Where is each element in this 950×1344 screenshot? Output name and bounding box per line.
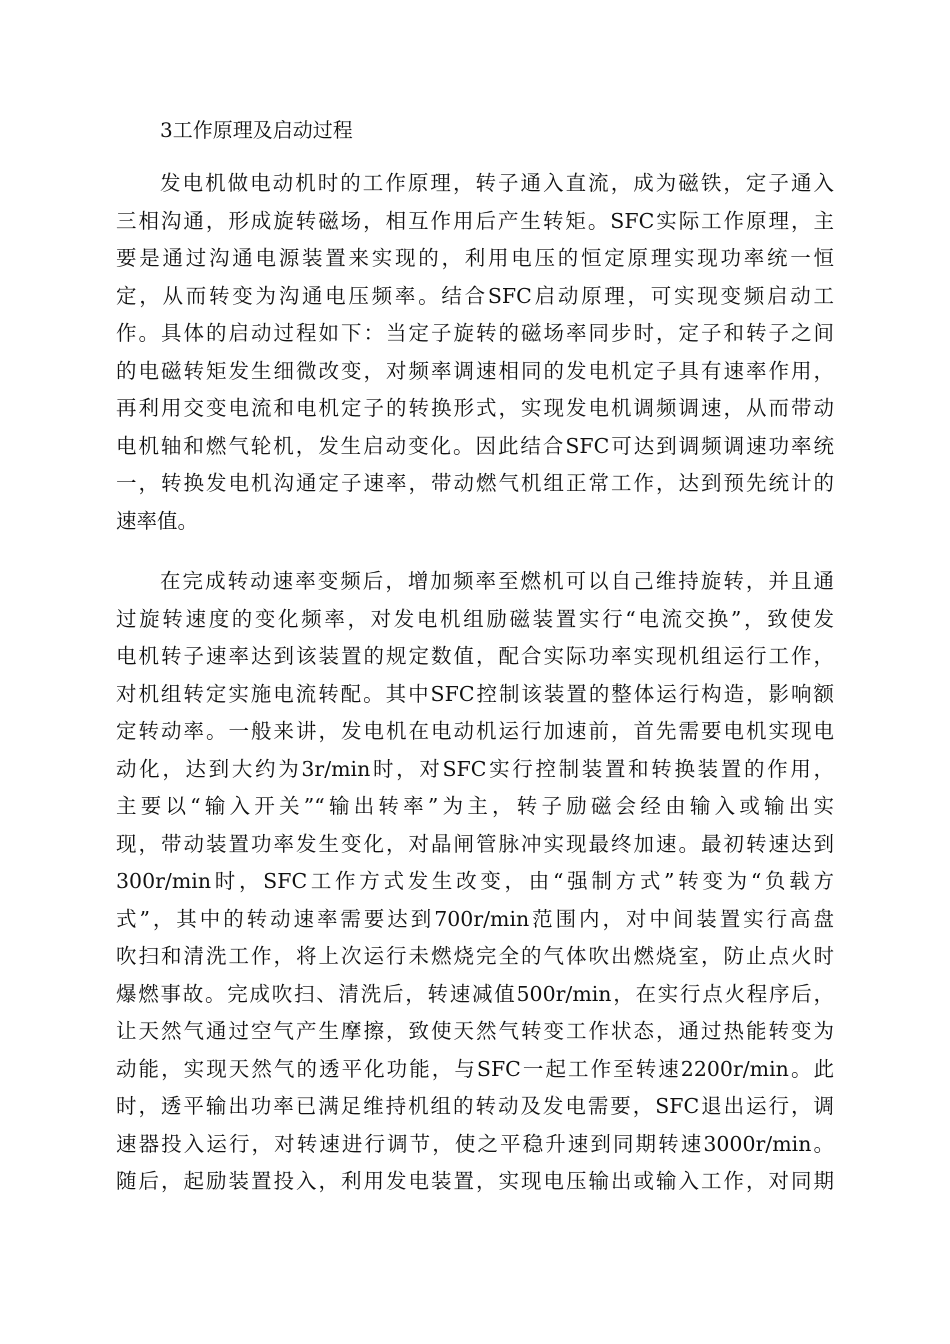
paragraph-line: 爆燃事故。完成吹扫、清洗后，转速减值500r/min，在实行点火程序后， <box>116 981 834 1006</box>
paragraph-line: 速器投入运行，对转速进行调节，使之平稳升速到同期转速3000r/min。 <box>116 1131 834 1156</box>
paragraph-2 <box>116 563 834 1201</box>
paragraph-line: 吹扫和清洗工作，将上次运行未燃烧完全的气体吹出燃烧室，防止点火时 <box>116 944 834 968</box>
paragraph-line: 对机组转定实施电流转配。其中SFC控制该装置的整体运行构造，影响额 <box>116 681 834 706</box>
paragraph-line: 现，带动装置功率发生变化，对晶闸管脉冲实现最终加速。最初转速达到 <box>116 831 834 856</box>
paragraph-line: 发电机做电动机时的工作原理，转子通入直流，成为磁铁，定子通入 <box>160 171 834 195</box>
paragraph-line: 过旋转速度的变化频率，对发电机组励磁装置实行“电流交换”，致使发 <box>116 606 834 631</box>
paragraph-line: 要是通过沟通电源装置来实现的，利用电压的恒定原理实现功率统一恒 <box>116 246 834 270</box>
section-heading: 3工作原理及启动过程 <box>160 118 353 142</box>
paragraph-line: 动能，实现天然气的透平化功能，与SFC一起工作至转速2200r/min。此 <box>116 1056 834 1081</box>
paragraph-line: 电机转子速率达到该装置的规定数值，配合实际功率实现机组运行工作， <box>116 644 834 668</box>
paragraph-line: 300r/min时，SFC工作方式发生改变，由“强制方式”转变为“负载方 <box>116 869 834 893</box>
paragraph-line: 定转动率。一般来讲，发电机在电动机运行加速前，首先需要电机实现电 <box>116 719 834 743</box>
paragraph-line: 的电磁转矩发生细微改变，对频率调速相同的发电机定子具有速率作用， <box>116 358 834 383</box>
paragraph-line: 三相沟通，形成旋转磁场，相互作用后产生转矩。SFC实际工作原理，主 <box>116 208 834 233</box>
paragraph-line: 让天然气通过空气产生摩擦，致使天然气转变工作状态，通过热能转变为 <box>116 1019 834 1043</box>
paragraph-line: 动化，达到大约为3r/min时，对SFC实行控制装置和转换装置的作用， <box>116 756 834 781</box>
paragraph-line: 式”，其中的转动速率需要达到700r/min范围内，对中间装置实行高盘 <box>116 906 834 931</box>
paragraph-line: 在完成转动速率变频后，增加频率至燃机可以自己维持旋转，并且通 <box>160 569 834 593</box>
paragraph-line: 时，透平输出功率已满足维持机组的转动及发电需要，SFC退出运行，调 <box>116 1094 834 1118</box>
paragraph-1 <box>116 165 834 540</box>
paragraph-line: 随后，起励装置投入，利用发电装置，实现电压输出或输入工作，对同期 <box>116 1169 834 1193</box>
paragraph-line: 主要以“输入开关”“输出转率”为主，转子励磁会经由输入或输出实 <box>116 794 834 818</box>
paragraph-line: 再利用交变电流和电机定子的转换形式，实现发电机调频调速，从而带动 <box>116 396 834 420</box>
paragraph-line: 电机轴和燃气轮机，发生启动变化。因此结合SFC可达到调频调速功率统 <box>116 433 834 458</box>
paragraph-line: 速率值。 <box>116 508 198 533</box>
paragraph-line: 一，转换发电机沟通定子速率，带动燃气机组正常工作，达到预先统计的 <box>116 471 834 495</box>
paragraph-line: 定，从而转变为沟通电压频率。结合SFC启动原理，可实现变频启动工 <box>116 283 834 308</box>
paragraph-line: 作。具体的启动过程如下：当定子旋转的磁场率同步时，定子和转子之间 <box>116 321 834 345</box>
